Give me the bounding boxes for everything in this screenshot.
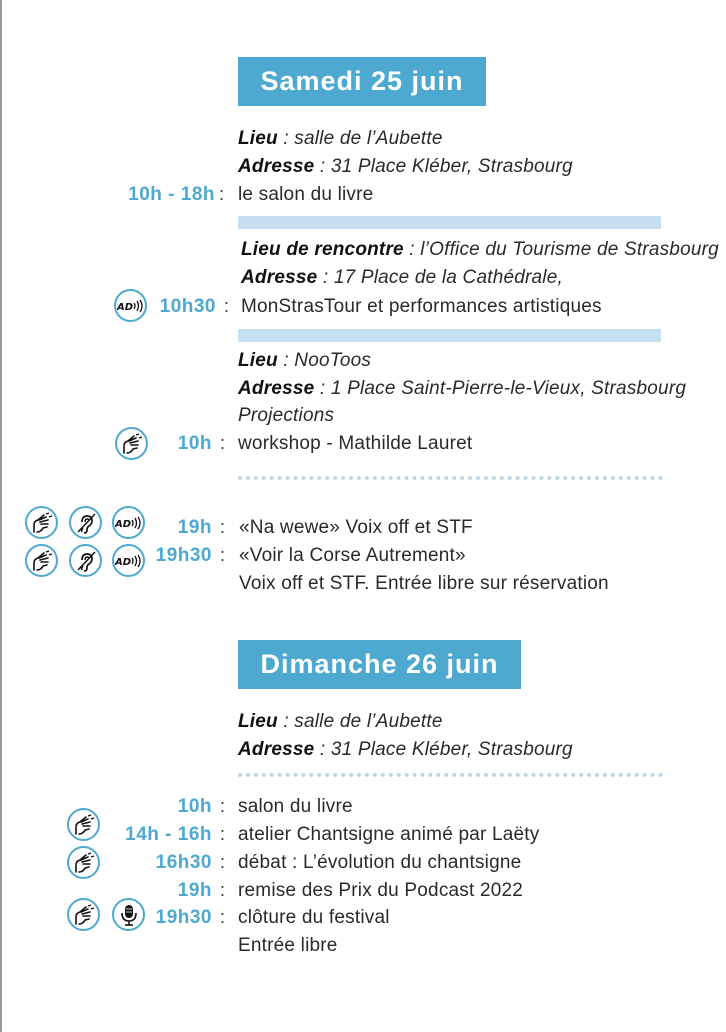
time-label: 10h30 bbox=[159, 296, 216, 317]
microphone-icon bbox=[112, 898, 145, 931]
time-label: 19h30 bbox=[155, 545, 212, 566]
time-label: 10h bbox=[177, 433, 212, 454]
event-label: «Voir la Corse Autrement» bbox=[239, 545, 466, 566]
colon-separator: : bbox=[220, 880, 226, 900]
section-divider bbox=[238, 329, 661, 342]
saturday-block3-adresse: Adresse : 1 Place Saint-Pierre-le-Vieux, Strasbourg bbox=[238, 378, 687, 399]
colon-separator: : bbox=[220, 796, 226, 816]
saturday-block2-lieu: Lieu de rencontre : l’Office du Tourisme de Strasbourg bbox=[241, 239, 719, 260]
time-label: 16h30 bbox=[155, 852, 212, 873]
saturday-block2-adresse: Adresse : 17 Place de la Cathédrale, bbox=[241, 267, 563, 288]
saturday-title: Samedi 25 juin bbox=[238, 57, 486, 106]
colon-separator: : bbox=[220, 907, 226, 927]
time-label: 10h bbox=[177, 796, 212, 817]
sign-language-icon bbox=[67, 898, 100, 931]
svg-text:AD: AD bbox=[115, 556, 132, 568]
event-label: atelier Chantsigne animé par Laëty bbox=[238, 824, 540, 845]
svg-text:AD: AD bbox=[117, 301, 134, 313]
colon-separator: : bbox=[220, 824, 226, 844]
sign-language-icon bbox=[25, 506, 58, 539]
event-note: Voix off et STF. Entrée libre sur réservation bbox=[239, 573, 609, 594]
saturday-block1-lieu: Lieu : salle de l’Aubette bbox=[238, 128, 443, 149]
hearing-loop-icon bbox=[69, 544, 102, 577]
sign-language-icon bbox=[67, 808, 100, 841]
event-label: débat : L’évolution du chantsigne bbox=[238, 852, 522, 873]
event-label: MonStrasTour et performances artistiques bbox=[241, 296, 602, 317]
event-label: remise des Prix du Podcast 2022 bbox=[238, 880, 524, 901]
saturday-block3-subtitle: Projections bbox=[238, 405, 335, 426]
colon-separator: : bbox=[220, 852, 226, 872]
colon-separator: : bbox=[220, 517, 226, 537]
colon-separator: : bbox=[224, 296, 230, 316]
sunday-lieu: Lieu : salle de l’Aubette bbox=[238, 711, 443, 732]
event-label: clôture du festival bbox=[238, 907, 390, 928]
time-label: 19h bbox=[177, 880, 212, 901]
dotted-divider bbox=[238, 773, 663, 777]
page-edge bbox=[0, 0, 2, 1032]
sign-language-icon bbox=[25, 544, 58, 577]
event-label: workshop - Mathilde Lauret bbox=[238, 433, 473, 454]
sunday-adresse: Adresse : 31 Place Kléber, Strasbourg bbox=[238, 739, 573, 760]
time-label: 10h - 18h bbox=[128, 184, 215, 205]
saturday-block1-adresse: Adresse : 31 Place Kléber, Strasbourg bbox=[238, 156, 573, 177]
time-label: 14h - 16h bbox=[125, 824, 212, 845]
event-note: Entrée libre bbox=[238, 935, 338, 956]
audio-description-icon bbox=[112, 544, 145, 577]
colon-separator: : bbox=[220, 433, 226, 453]
time-label: 19h30 bbox=[155, 907, 212, 928]
event-label: salon du livre bbox=[238, 796, 353, 817]
audio-description-icon bbox=[114, 289, 147, 322]
dotted-divider bbox=[238, 476, 663, 480]
colon-separator: : bbox=[220, 545, 226, 565]
sign-language-icon bbox=[115, 427, 148, 460]
event-label: le salon du livre bbox=[238, 184, 374, 205]
time-label: 19h bbox=[177, 517, 212, 538]
section-divider bbox=[238, 216, 661, 229]
svg-text:AD: AD bbox=[115, 518, 132, 530]
saturday-block3-lieu: Lieu : NooToos bbox=[238, 350, 372, 371]
sign-language-icon bbox=[67, 846, 100, 879]
colon-separator: : bbox=[219, 184, 225, 204]
sunday-title: Dimanche 26 juin bbox=[238, 640, 521, 689]
audio-description-icon bbox=[112, 506, 145, 539]
hearing-loop-icon bbox=[69, 506, 102, 539]
event-label: «Na wewe» Voix off et STF bbox=[239, 517, 473, 538]
